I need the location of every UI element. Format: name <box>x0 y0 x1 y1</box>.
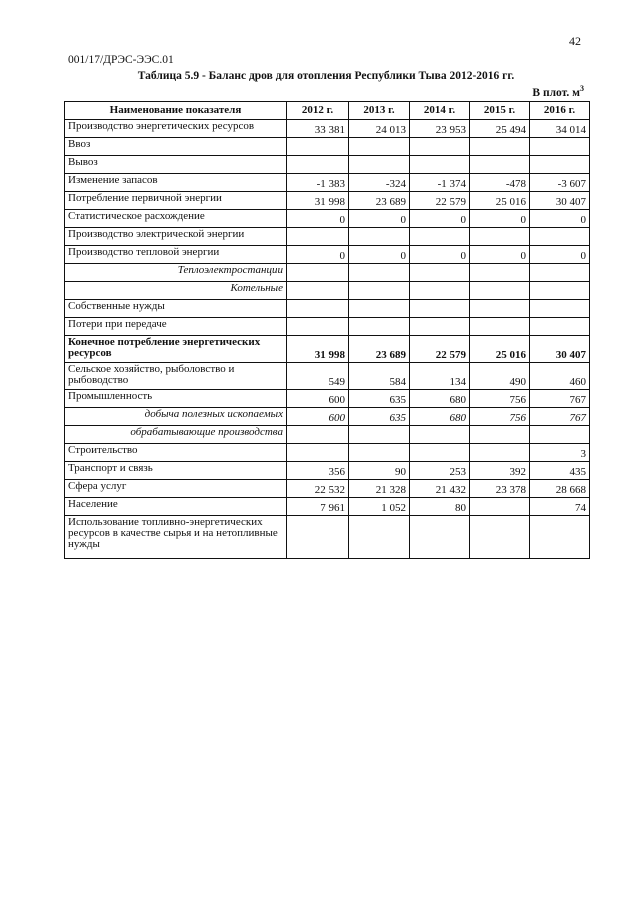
table-row <box>65 300 590 318</box>
value-cell: 134 <box>410 363 470 390</box>
value-cell <box>349 282 410 300</box>
value-cell <box>410 228 470 246</box>
units-text: В плот. м <box>532 86 580 99</box>
row-label: Теплоэлектростанции <box>65 264 287 282</box>
value-cell <box>287 282 349 300</box>
value-cell <box>530 282 590 300</box>
value-cell <box>470 156 530 174</box>
value-cell: 21 432 <box>410 480 470 498</box>
value-cell <box>287 156 349 174</box>
header-year: 2013 г. <box>349 102 410 120</box>
value-cell: 392 <box>470 462 530 480</box>
value-cell: -3 607 <box>530 174 590 192</box>
value-cell: 74 <box>530 498 590 516</box>
table-row <box>65 408 590 426</box>
value-cell: 0 <box>470 246 530 264</box>
header-year: 2016 г. <box>530 102 590 120</box>
value-cell <box>287 444 349 462</box>
value-cell <box>287 138 349 156</box>
table-row <box>65 363 590 390</box>
header-indicator: Наименование показателя <box>65 102 287 120</box>
value-cell <box>410 156 470 174</box>
value-cell: 23 953 <box>410 120 470 138</box>
table-row <box>65 462 590 480</box>
value-cell <box>470 426 530 444</box>
value-cell: 23 378 <box>470 480 530 498</box>
value-cell <box>470 228 530 246</box>
header-year: 2012 г. <box>287 102 349 120</box>
table-row <box>65 426 590 444</box>
value-cell: 34 014 <box>530 120 590 138</box>
value-cell: 21 328 <box>349 480 410 498</box>
value-cell: 680 <box>410 390 470 408</box>
value-cell: 30 407 <box>530 336 590 363</box>
value-cell: 24 013 <box>349 120 410 138</box>
value-cell <box>470 498 530 516</box>
value-cell <box>530 300 590 318</box>
value-cell <box>530 156 590 174</box>
table-header-row <box>65 102 590 120</box>
value-cell <box>470 282 530 300</box>
value-cell: 22 579 <box>410 192 470 210</box>
value-cell: 25 016 <box>470 336 530 363</box>
value-cell <box>349 228 410 246</box>
row-label: обрабатывающие производства <box>65 426 287 444</box>
value-cell <box>410 426 470 444</box>
value-cell: 635 <box>349 408 410 426</box>
value-cell: 0 <box>530 246 590 264</box>
row-label: Конечное потребление энергетических ресурсов <box>65 336 287 363</box>
value-cell <box>470 516 530 559</box>
value-cell: 23 689 <box>349 336 410 363</box>
table-row <box>65 264 590 282</box>
row-label: Сфера услуг <box>65 480 287 498</box>
value-cell: 600 <box>287 390 349 408</box>
value-cell: 0 <box>287 210 349 228</box>
value-cell <box>530 426 590 444</box>
value-cell <box>470 138 530 156</box>
value-cell: -1 383 <box>287 174 349 192</box>
value-cell: 1 052 <box>349 498 410 516</box>
value-cell: 0 <box>530 210 590 228</box>
row-label: Изменение запасов <box>65 174 287 192</box>
page-number: 42 <box>569 34 581 48</box>
value-cell: 0 <box>410 246 470 264</box>
value-cell: 25 016 <box>470 192 530 210</box>
value-cell: 31 998 <box>287 336 349 363</box>
table-row <box>65 282 590 300</box>
value-cell <box>287 264 349 282</box>
value-cell <box>530 264 590 282</box>
value-cell: 30 407 <box>530 192 590 210</box>
row-label: Производство тепловой энергии <box>65 246 287 264</box>
value-cell: 549 <box>287 363 349 390</box>
value-cell: 33 381 <box>287 120 349 138</box>
value-cell <box>410 516 470 559</box>
value-cell: 253 <box>410 462 470 480</box>
value-cell <box>470 444 530 462</box>
row-label: Вывоз <box>65 156 287 174</box>
table-row <box>65 498 590 516</box>
row-label: Ввоз <box>65 138 287 156</box>
row-label: добыча полезных ископаемых <box>65 408 287 426</box>
value-cell <box>349 318 410 336</box>
value-cell <box>470 300 530 318</box>
value-cell <box>349 264 410 282</box>
header-year: 2015 г. <box>470 102 530 120</box>
row-label: Транспорт и связь <box>65 462 287 480</box>
row-label: Производство энергетических ресурсов <box>65 120 287 138</box>
row-label: Использование топливно-энергетических ресурсов в качестве сырья и на нетопливные нужды <box>65 516 287 559</box>
value-cell: 0 <box>349 210 410 228</box>
value-cell <box>410 318 470 336</box>
table-row <box>65 516 590 559</box>
table-row <box>65 120 590 138</box>
table-row <box>65 444 590 462</box>
value-cell: 22 579 <box>410 336 470 363</box>
table-row <box>65 480 590 498</box>
value-cell: 756 <box>470 408 530 426</box>
value-cell: 7 961 <box>287 498 349 516</box>
value-cell <box>349 138 410 156</box>
value-cell <box>470 264 530 282</box>
value-cell <box>287 228 349 246</box>
row-label: Котельные <box>65 282 287 300</box>
value-cell: 490 <box>470 363 530 390</box>
value-cell: -324 <box>349 174 410 192</box>
value-cell: 767 <box>530 390 590 408</box>
value-cell <box>470 318 530 336</box>
value-cell: 90 <box>349 462 410 480</box>
value-cell: 600 <box>287 408 349 426</box>
table-row <box>65 390 590 408</box>
value-cell: 460 <box>530 363 590 390</box>
value-cell: 756 <box>470 390 530 408</box>
table-row <box>65 192 590 210</box>
value-cell: 0 <box>410 210 470 228</box>
table-row <box>65 228 590 246</box>
row-label: Потери при передаче <box>65 318 287 336</box>
value-cell <box>410 138 470 156</box>
value-cell: 80 <box>410 498 470 516</box>
value-cell <box>410 300 470 318</box>
value-cell <box>410 282 470 300</box>
table-row <box>65 210 590 228</box>
table-row <box>65 156 590 174</box>
value-cell: 767 <box>530 408 590 426</box>
value-cell: 25 494 <box>470 120 530 138</box>
value-cell: 635 <box>349 390 410 408</box>
value-cell: 0 <box>287 246 349 264</box>
document-code: 001/17/ДРЭС-ЭЭС.01 <box>68 54 174 66</box>
header-year: 2014 г. <box>410 102 470 120</box>
table-row <box>65 174 590 192</box>
value-cell <box>410 264 470 282</box>
value-cell: 31 998 <box>287 192 349 210</box>
value-cell: 356 <box>287 462 349 480</box>
value-cell <box>287 426 349 444</box>
value-cell <box>287 318 349 336</box>
value-cell: 680 <box>410 408 470 426</box>
table-row <box>65 138 590 156</box>
row-label: Население <box>65 498 287 516</box>
value-cell <box>349 426 410 444</box>
value-cell: 23 689 <box>349 192 410 210</box>
row-label: Статистическое расхождение <box>65 210 287 228</box>
value-cell <box>410 444 470 462</box>
value-cell <box>530 318 590 336</box>
value-cell: 435 <box>530 462 590 480</box>
table-body <box>65 120 590 559</box>
row-label: Строительство <box>65 444 287 462</box>
value-cell <box>287 516 349 559</box>
row-label: Потребление первичной энергии <box>65 192 287 210</box>
row-label: Промышленность <box>65 390 287 408</box>
units-label <box>532 84 584 99</box>
units-superscript: 3 <box>580 84 584 93</box>
table-row <box>65 246 590 264</box>
row-label: Сельское хозяйство, рыболовство и рыбоводство <box>65 363 287 390</box>
value-cell: -478 <box>470 174 530 192</box>
balance-table <box>64 101 590 559</box>
value-cell <box>530 516 590 559</box>
row-label: Собственные нужды <box>65 300 287 318</box>
value-cell: 584 <box>349 363 410 390</box>
value-cell <box>287 300 349 318</box>
table-row <box>65 318 590 336</box>
value-cell <box>349 444 410 462</box>
value-cell <box>530 228 590 246</box>
value-cell: 28 668 <box>530 480 590 498</box>
value-cell <box>530 138 590 156</box>
value-cell: 0 <box>349 246 410 264</box>
value-cell: 0 <box>470 210 530 228</box>
value-cell: -1 374 <box>410 174 470 192</box>
table-row <box>65 336 590 363</box>
value-cell: 3 <box>530 444 590 462</box>
value-cell: 22 532 <box>287 480 349 498</box>
value-cell <box>349 156 410 174</box>
value-cell <box>349 300 410 318</box>
row-label: Производство электрической энергии <box>65 228 287 246</box>
value-cell <box>349 516 410 559</box>
table-title: Таблица 5.9 - Баланс дров для отопления Республики Тыва 2012-2016 гг. <box>137 70 515 82</box>
